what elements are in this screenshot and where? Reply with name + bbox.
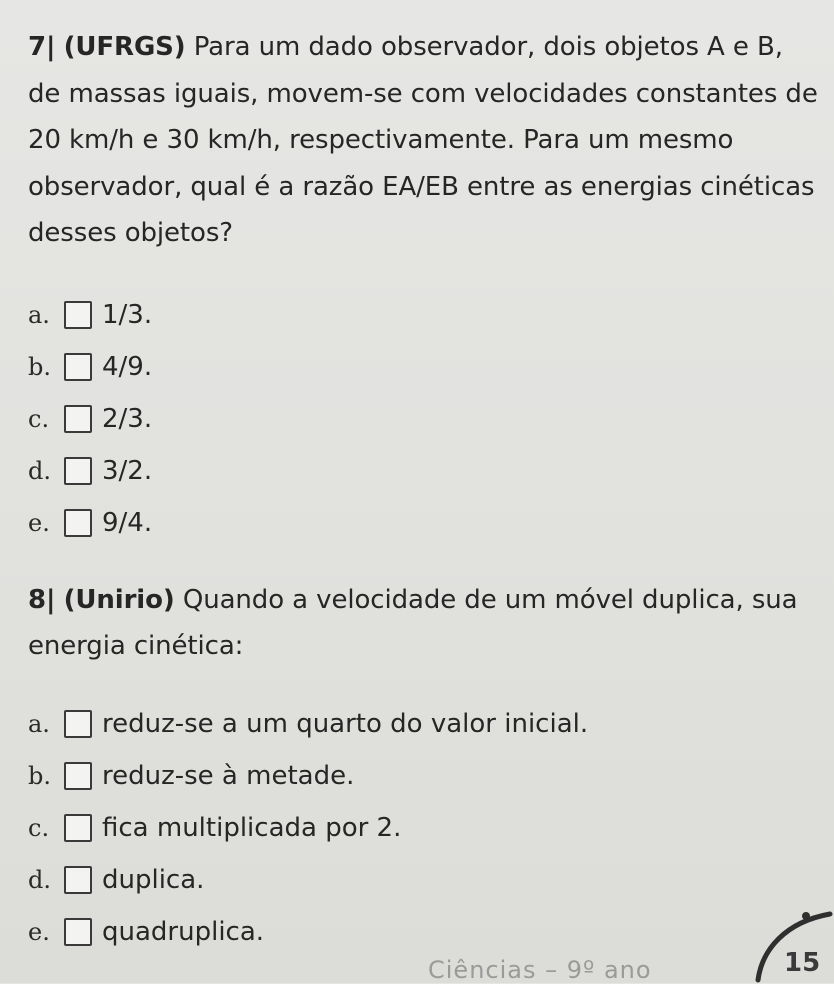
page-footer	[0, 900, 834, 983]
question-7-statement	[28, 24, 818, 257]
option-text: reduz-se a um quarto do valor inicial.	[102, 708, 589, 739]
question-8-source: (Unirio)	[63, 584, 175, 615]
question-7-option-c[interactable]	[28, 393, 818, 445]
option-text: 9/4.	[102, 507, 153, 538]
question-7-option-e[interactable]	[28, 497, 818, 549]
question-8-option-a[interactable]	[28, 698, 818, 750]
option-letter: b.	[28, 761, 51, 790]
question-8-option-b[interactable]	[28, 750, 818, 802]
question-7-option-b[interactable]	[28, 341, 818, 393]
option-text: fica multiplicada por 2.	[102, 812, 402, 843]
worksheet-page	[28, 24, 818, 958]
option-text: 4/9.	[102, 351, 153, 382]
answer-checkbox[interactable]	[64, 405, 92, 433]
answer-checkbox[interactable]	[64, 457, 92, 485]
option-text: 1/3.	[102, 299, 153, 330]
answer-checkbox[interactable]	[64, 866, 92, 894]
question-7-options	[28, 289, 818, 549]
option-letter: d.	[28, 456, 51, 485]
option-letter: a.	[28, 300, 50, 329]
question-8-statement	[28, 577, 818, 670]
footer-label: Ciências – 9º ano	[428, 956, 652, 984]
answer-checkbox[interactable]	[64, 762, 92, 790]
option-text: duplica.	[102, 864, 205, 895]
option-letter: e.	[28, 508, 50, 537]
answer-checkbox[interactable]	[64, 353, 92, 381]
option-text: quadruplica.	[102, 916, 265, 947]
option-text: 2/3.	[102, 403, 153, 434]
option-text: 3/2.	[102, 455, 153, 486]
option-text: reduz-se à metade.	[102, 760, 355, 791]
option-letter: c.	[28, 813, 50, 842]
question-7-text: Para um dado observador, dois objetos A e B, de massas iguais, movem-se com velocidades constantes de 20 km/h e 30 km/h, respectivamente. Para um mesmo observador, qual é a razão EA/EB entre as energias cinéticas desses objetos?	[28, 32, 818, 248]
question-8-number: 8|	[28, 584, 56, 615]
question-7-option-d[interactable]	[28, 445, 818, 497]
option-letter: b.	[28, 352, 51, 381]
option-letter: d.	[28, 865, 51, 894]
question-8-option-d[interactable]	[28, 854, 818, 906]
option-letter: e.	[28, 917, 50, 946]
question-7-source: (UFRGS)	[63, 32, 186, 62]
question-8-text: Quando a velocidade de um móvel duplica, sua energia cinética:	[28, 584, 798, 661]
option-letter: a.	[28, 709, 50, 738]
question-8-option-c[interactable]	[28, 802, 818, 854]
option-letter: c.	[28, 404, 50, 433]
answer-checkbox[interactable]	[64, 301, 92, 329]
answer-checkbox[interactable]	[64, 814, 92, 842]
answer-checkbox[interactable]	[64, 710, 92, 738]
question-7-option-a[interactable]	[28, 289, 818, 341]
page-number: 15	[784, 948, 821, 978]
question-7	[28, 24, 818, 549]
answer-checkbox[interactable]	[64, 509, 92, 537]
question-7-number: 7|	[28, 32, 56, 62]
